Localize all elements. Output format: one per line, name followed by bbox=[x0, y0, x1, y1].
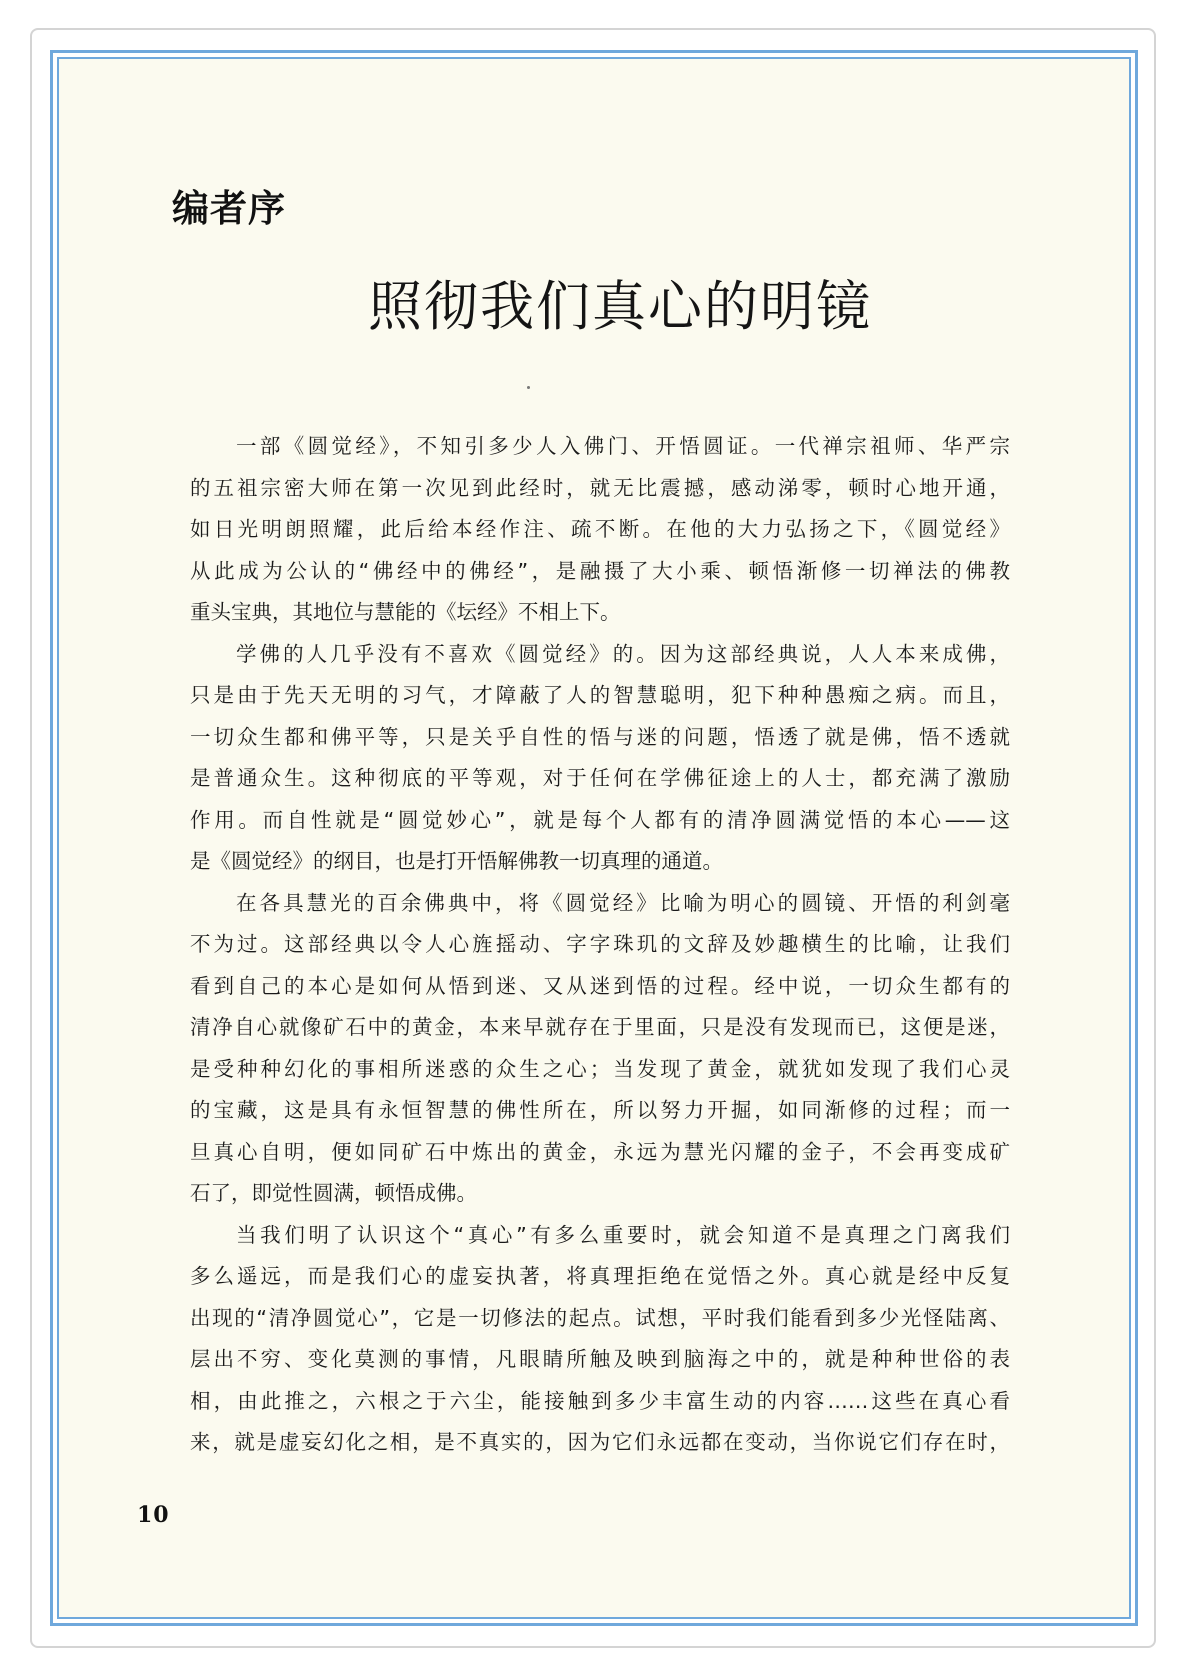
text-line: 不为过。这部经典以令人心旌摇动、字字珠玑的文辞及妙趣横生的比喻，让我们 bbox=[190, 932, 1010, 956]
text-line: 是受种种幻化的事相所迷惑的众生之心；当发现了黄金，就犹如发现了我们心灵 bbox=[190, 1056, 1010, 1081]
section-label: 编者序 bbox=[172, 187, 286, 230]
text-line: 重头宝典，其地位与慧能的《坛经》不相上下。 bbox=[190, 600, 621, 624]
text-line: 是《圆觉经》的纲目，也是打开悟解佛教一切真理的通道。 bbox=[190, 849, 723, 873]
text-line: 看到自己的本心是如何从悟到迷、又从迷到悟的过程。经中说，一切众生都有的 bbox=[190, 973, 1010, 998]
text-line: 是普通众生。这种彻底的平等观，对于任何在学佛征途上的人士，都充满了激励 bbox=[190, 766, 1010, 790]
text-line: 旦真心自明，便如同矿石中炼出的黄金，永远为慧光闪耀的金子，不会再变成矿 bbox=[190, 1139, 1010, 1164]
text-line: 清净自心就像矿石中的黄金，本来早就存在于里面，只是没有发现而已，这便是迷， bbox=[190, 1015, 1010, 1039]
text-line: 当我们明了认识这个“真心”有多么重要时，就会知道不是真理之门离我们 bbox=[236, 1222, 1010, 1247]
text-line: 一切众生都和佛平等，只是关乎自性的悟与迷的问题，悟透了就是佛，悟不透就 bbox=[190, 724, 1010, 749]
decorative-dot bbox=[527, 386, 530, 389]
text-line: 的宝藏，这是具有永恒智慧的佛性所在，所以努力开掘，如同渐修的过程；而一 bbox=[190, 1098, 1010, 1122]
text-line: 出现的“清净圆觉心”，它是一切修法的起点。试想，平时我们能看到多少光怪陆离、 bbox=[190, 1305, 1010, 1330]
text-line: 来，就是虚妄幻化之相，是不真实的，因为它们永远都在变动，当你说它们存在时， bbox=[190, 1430, 1010, 1454]
text-line: 作用。而自性就是“圆觉妙心”，就是每个人都有的清净圆满觉悟的本心——这 bbox=[190, 807, 1010, 832]
text-line: 只是由于先天无明的习气，才障蔽了人的智慧聪明，犯下种种愚痴之病。而且， bbox=[190, 683, 1010, 707]
text-line: 学佛的人几乎没有不喜欢《圆觉经》的。因为这部经典说，人人本来成佛， bbox=[236, 641, 1010, 666]
text-line: 一部《圆觉经》，不知引多少人入佛门、开悟圆证。一代禅宗祖师、华严宗 bbox=[236, 434, 1010, 458]
text-line: 在各具慧光的百余佛典中，将《圆觉经》比喻为明心的圆镜、开悟的利剑毫 bbox=[236, 890, 1010, 915]
text-line: 的五祖宗密大师在第一次见到此经时，就无比震撼，感动涕零，顿时心地开通， bbox=[190, 475, 1010, 500]
text-line: 相，由此推之，六根之于六尘，能接触到多少丰富生动的内容……这些在真心看 bbox=[190, 1388, 1010, 1413]
text-line: 从此成为公认的“佛经中的佛经”，是融摄了大小乘、顿悟渐修一切禅法的佛教 bbox=[190, 558, 1010, 583]
page-number: 10 bbox=[137, 1502, 170, 1528]
text-line: 层出不穷、变化莫测的事情，凡眼睛所触及映到脑海之中的，就是种种世俗的表 bbox=[190, 1347, 1010, 1371]
body-text bbox=[190, 426, 1010, 1464]
text-line: 多么遥远，而是我们心的虚妄执著，将真理拒绝在觉悟之外。真心就是经中反复 bbox=[190, 1264, 1010, 1288]
text-line: 如日光明朗照耀，此后给本经作注、疏不断。在他的大力弘扬之下，《圆觉经》 bbox=[190, 517, 1010, 541]
text-line: 石了，即觉性圆满，顿悟成佛。 bbox=[190, 1181, 477, 1205]
page-title: 照彻我们真心的明镜 bbox=[368, 275, 872, 338]
